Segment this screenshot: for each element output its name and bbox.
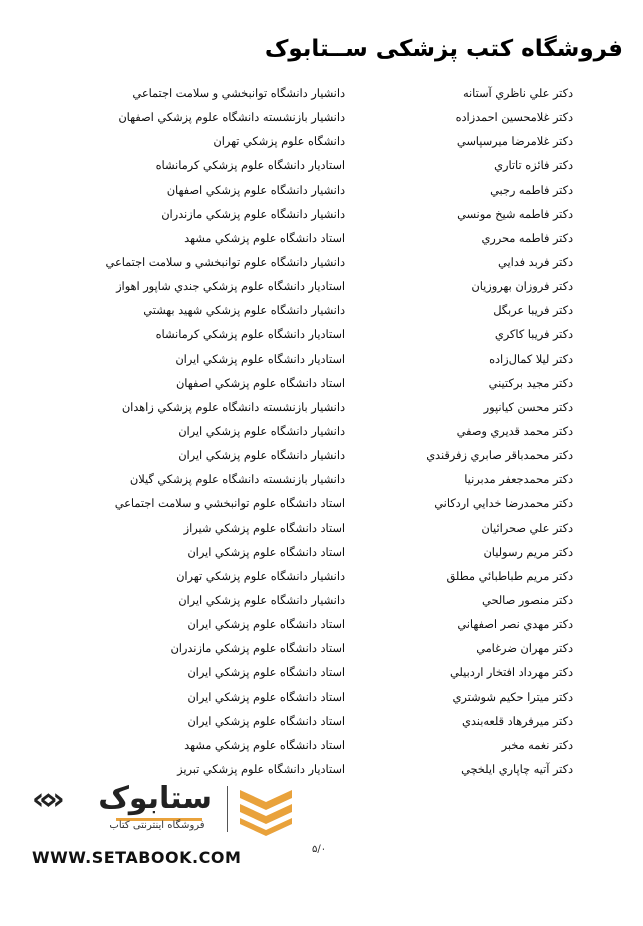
person-name: دکتر فاطمه محرري — [481, 231, 573, 245]
person-name: دکتر نغمه مخبر — [501, 738, 573, 752]
person-affiliation: استادیار دانشگاه علوم پزشكي تبریز — [177, 762, 345, 776]
logo-divider — [227, 786, 228, 832]
person-affiliation: دانشیار بازنشسته دانشگاه علوم پزشكي زاهدان — [121, 400, 345, 414]
list-item — [0, 615, 643, 639]
person-affiliation: استاد دانشگاه علوم پزشكي مشهد — [184, 231, 345, 245]
person-name: دکتر میرفرهاد قلعه‌بندي — [462, 714, 573, 728]
list-item — [0, 543, 643, 567]
person-name: دکتر آتیه چاپاري ایلخچي — [461, 762, 573, 776]
person-affiliation: دانشیار دانشگاه علوم پزشكي ایران — [178, 449, 345, 463]
list-item — [0, 591, 643, 615]
person-name: دکتر علي صحرائیان — [481, 521, 573, 535]
person-affiliation: استادیار دانشگاه علوم پزشكي كرمانشاه — [155, 159, 345, 173]
person-name: دکتر محمدرضا خدایي اردکاني — [434, 497, 573, 511]
list-item — [0, 156, 643, 180]
person-affiliation: استاد دانشگاه علوم پزشكي ایران — [187, 545, 345, 559]
person-affiliation: دانشیار دانشگاه علوم پزشكي اصفهان — [166, 183, 345, 197]
person-name: دکتر فائزه تاتاري — [494, 159, 573, 173]
person-name: دکتر فاطمه رجبي — [490, 183, 573, 197]
person-name: دکتر فریبا عربگل — [493, 304, 573, 318]
list-item — [0, 567, 643, 591]
list-item — [0, 277, 643, 301]
list-item — [0, 663, 643, 687]
person-name: دکتر محمد قدیري وصفي — [456, 424, 573, 438]
setabook-logo — [32, 780, 292, 875]
person-name: دکتر محمدجعفر مدبرنیا — [464, 473, 573, 487]
list-item — [0, 350, 643, 374]
person-affiliation: استاد دانشگاه علوم پزشكي ایران — [187, 666, 345, 680]
list-item — [0, 519, 643, 543]
person-name: دکتر مجید برکتیني — [488, 376, 573, 390]
list-item — [0, 688, 643, 712]
list-item — [0, 325, 643, 349]
person-name: دکتر مهران ضرغامي — [476, 642, 573, 656]
person-affiliation: دانشیار دانشگاه توانبخشي و سلامت اجتماعي — [132, 87, 345, 100]
faculty-list — [0, 84, 643, 784]
page-number: ۵/۰ — [312, 844, 327, 855]
logo-wordmark: ستابوک — [98, 781, 212, 816]
list-item — [0, 132, 643, 156]
list-item — [0, 253, 643, 277]
person-name: دکتر فاطمه شیخ مونسي — [457, 207, 573, 221]
book-stack-icon — [234, 784, 298, 836]
person-name: دکتر مهرداد افتخار اردبیلي — [450, 666, 573, 680]
list-item — [0, 374, 643, 398]
person-affiliation: دانشیار دانشگاه علوم پزشكي شهید بهشتي — [143, 304, 345, 318]
list-item — [0, 301, 643, 325]
list-item — [0, 422, 643, 446]
page-title: فروشگاه کتب پزشکی ســتابوک — [264, 36, 623, 62]
person-name: دکتر مریم رسولیان — [483, 545, 573, 559]
list-item — [0, 398, 643, 422]
person-affiliation: استاد دانشگاه علوم توانبخشي و سلامت اجتماعي — [114, 497, 345, 511]
person-affiliation: استاد دانشگاه علوم پزشكي مشهد — [184, 738, 345, 752]
list-item — [0, 84, 643, 108]
person-name: دکتر منصور صالحي — [482, 593, 573, 607]
person-name: دکتر فریبا کاکري — [494, 328, 573, 342]
list-item — [0, 470, 643, 494]
person-affiliation: دانشیار بازنشسته دانشگاه علوم پزشكي اصفهان — [118, 111, 345, 125]
list-item — [0, 229, 643, 253]
person-affiliation: دانشگاه علوم پزشكي تهران — [213, 135, 345, 149]
person-affiliation: دانشیار دانشگاه علوم پزشكي ایران — [178, 424, 345, 438]
person-affiliation: دانشیار بازنشسته دانشگاه علوم پزشكي گیلان — [129, 473, 345, 487]
person-name: دکتر لیلا کمال‌زاده — [489, 352, 573, 366]
person-affiliation: استاد دانشگاه علوم پزشكي شیراز — [183, 521, 345, 535]
person-name: دکتر محمدباقر صابري زفرقندي — [426, 449, 573, 463]
person-affiliation: دانشیار دانشگاه علوم پزشكي تهران — [176, 569, 345, 583]
list-item — [0, 108, 643, 132]
person-affiliation: استادیار دانشگاه علوم پزشكي كرمانشاه — [155, 328, 345, 342]
list-item — [0, 712, 643, 736]
list-item — [0, 205, 643, 229]
person-affiliation: استاد دانشگاه علوم پزشكي مازندران — [170, 642, 345, 656]
person-name: دکتر علي ناظري آستانه — [462, 87, 573, 100]
person-name: دکتر مهدي نصر اصفهاني — [457, 618, 573, 632]
person-name: دکتر فروزان بهروزیان — [471, 280, 573, 294]
person-affiliation: دانشیار دانشگاه علوم توانبخشي و سلامت اجتماعي — [105, 255, 345, 269]
person-name: دکتر غلامحسین احمدزاده — [455, 111, 573, 125]
person-name: دکتر میترا حکیم شوشتري — [452, 690, 573, 704]
list-item — [0, 494, 643, 518]
person-name: دکتر غلامرضا میرسپاسي — [456, 135, 573, 149]
logo-subtitle: فروشگاه اینترنتی کتاب — [109, 820, 205, 831]
person-affiliation: استادیار دانشگاه علوم پزشكي ایران — [175, 352, 345, 366]
double-chevron-icon: «» — [32, 782, 59, 817]
person-name: دکتر مریم طباطبائي مطلق — [446, 569, 573, 583]
person-affiliation: دانشیار دانشگاه علوم پزشكي مازندران — [161, 207, 345, 221]
person-affiliation: استاد دانشگاه علوم پزشكي ایران — [187, 618, 345, 632]
list-item — [0, 446, 643, 470]
person-affiliation: استاد دانشگاه علوم پزشكي ایران — [187, 690, 345, 704]
list-item — [0, 639, 643, 663]
person-affiliation: استادیار دانشگاه علوم پزشكي جندي شاپور اهواز — [116, 280, 345, 294]
person-affiliation: استاد دانشگاه علوم پزشكي ایران — [187, 714, 345, 728]
website-url[interactable]: WWW.SETABOOK.COM — [32, 848, 242, 867]
person-affiliation: استاد دانشگاه علوم پزشكي اصفهان — [175, 376, 345, 390]
person-name: دکتر محسن کیانپور — [483, 400, 573, 414]
person-name: دکتر فربد فدایي — [498, 255, 573, 269]
list-item — [0, 736, 643, 760]
list-item — [0, 181, 643, 205]
person-affiliation: دانشیار دانشگاه علوم پزشكي ایران — [178, 593, 345, 607]
